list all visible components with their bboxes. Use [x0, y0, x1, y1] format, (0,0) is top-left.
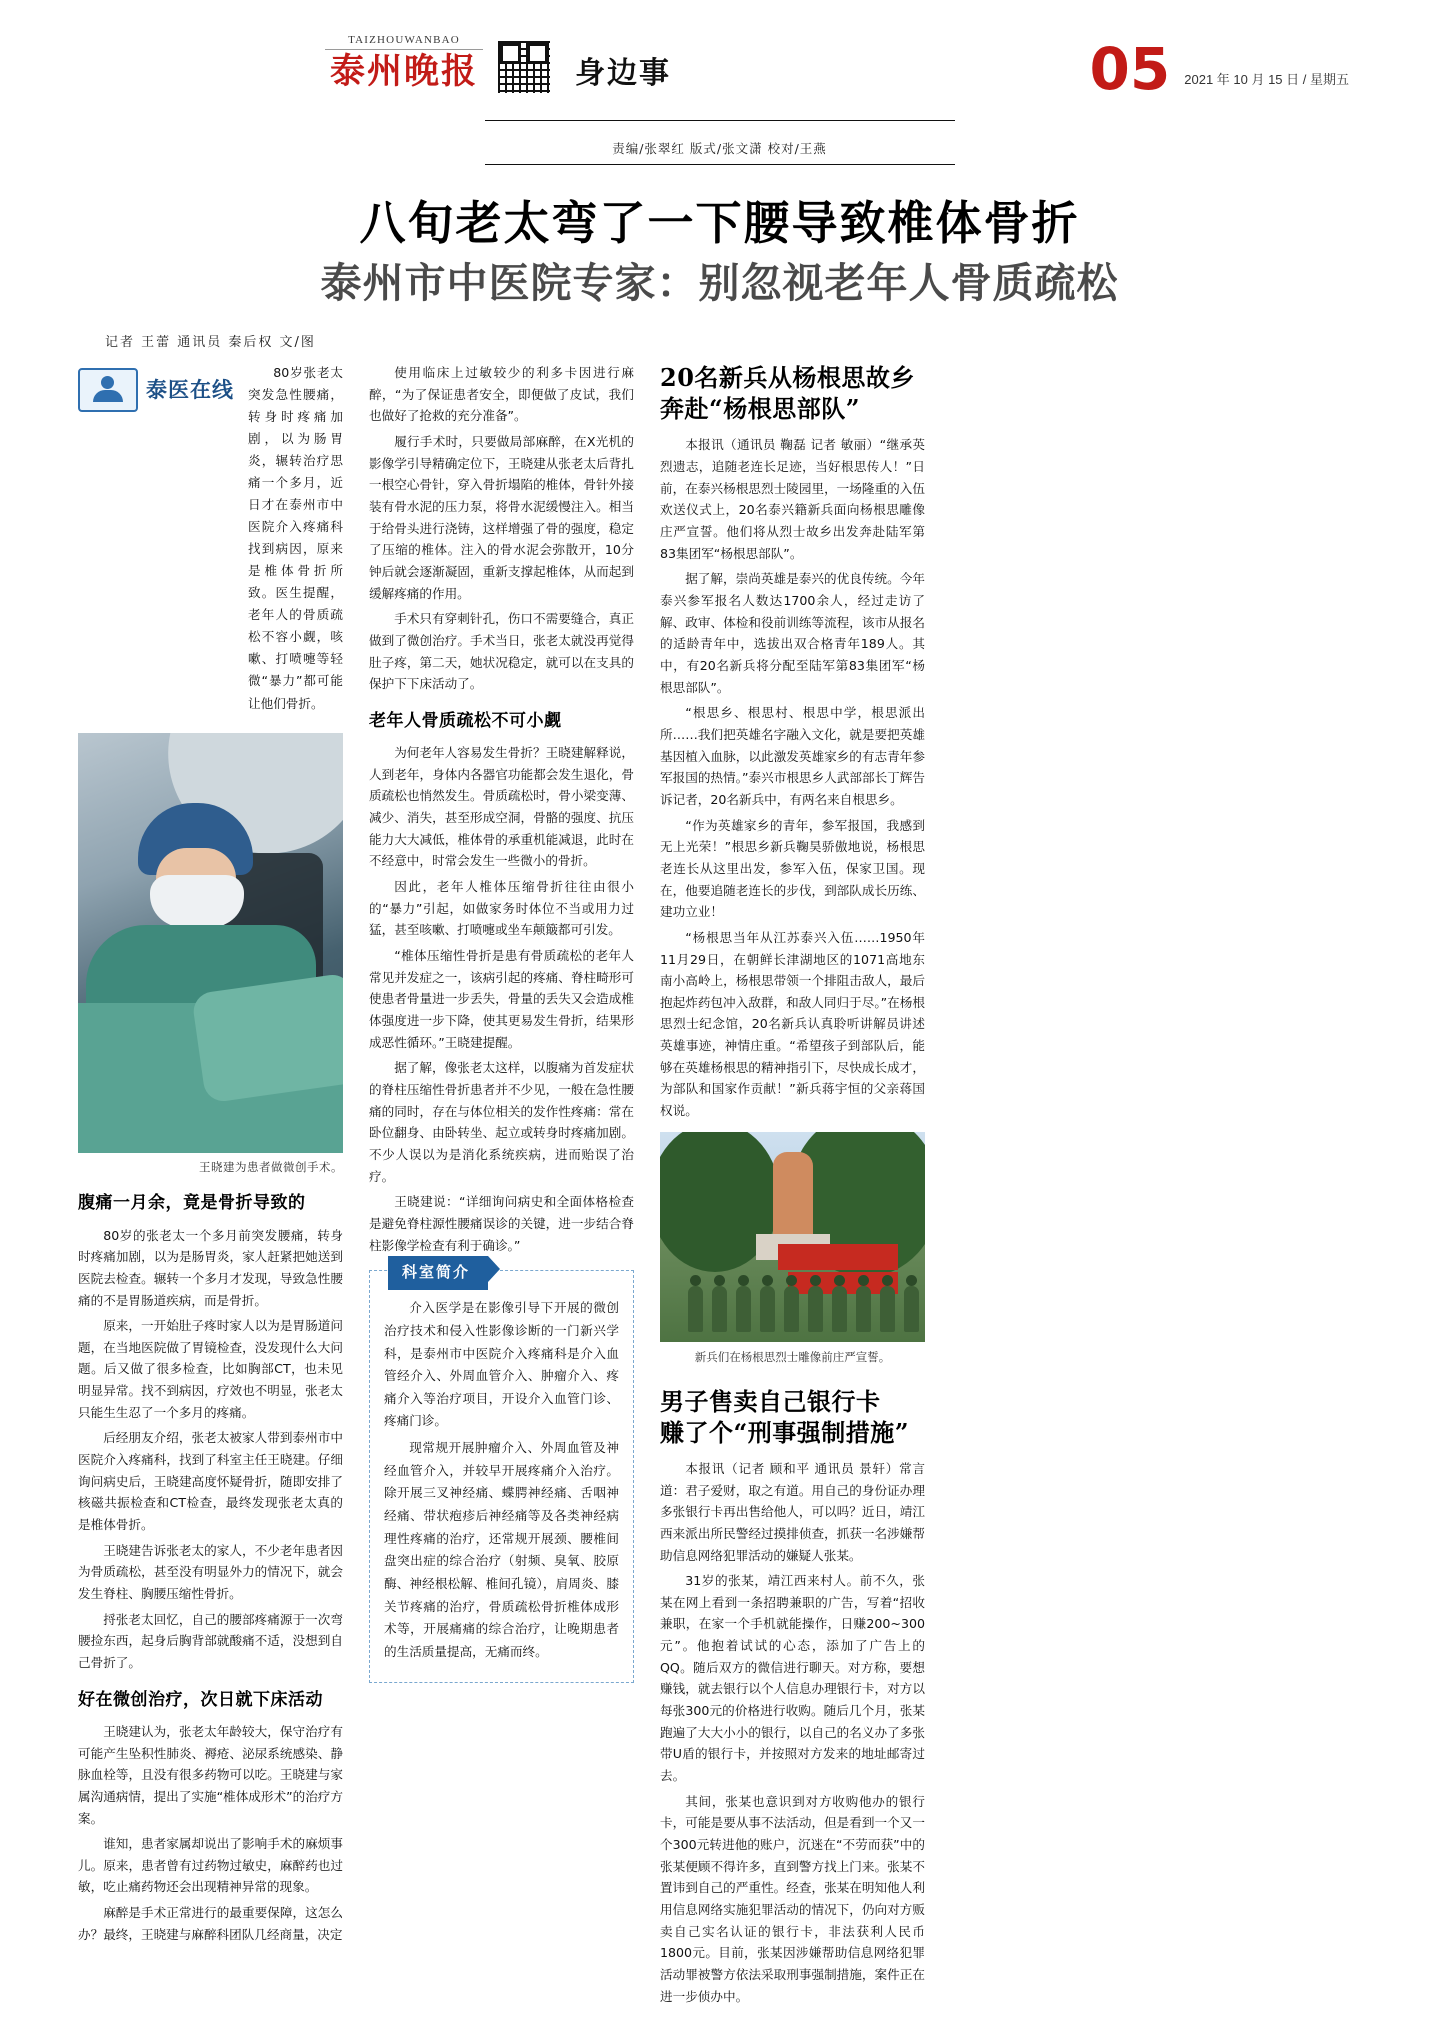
- credits-line: 责编/张翠红 版式/张文潇 校对/王燕: [612, 141, 827, 156]
- columns-container: [0, 350, 1439, 2011]
- paper-name: 泰州晚报: [329, 51, 478, 92]
- paragraph: “椎体压缩性骨折是患有骨质疏松的老年人常见并发症之一，该病引起的疼痛、脊柱畸形可使患者骨量进一步丢失，骨量的丢失又会造成椎体强度进一步下降，使其更易发生骨折，结果形成恶性循环。”王晓建提醒。: [369, 948, 634, 1050]
- surgery-photo-caption: 王晓建为患者做微创手术。: [199, 1159, 343, 1174]
- paragraph: “作为英雄家乡的青年，参军报国，我感到无上光荣！”根思乡新兵鞠昊骄傲地说，杨根思老连长从这里出发，参军入伍，保家卫国。现在，他要追随老连长的步伐，到部队成长历练、建功立业！: [660, 817, 925, 920]
- paragraph: 使用临床上过敏较少的利多卡因进行麻醉，“为了保证患者安全，即便做了皮试，我们也做好了抢救的充分准备”。: [369, 365, 634, 424]
- page-number: 05: [1089, 35, 1171, 103]
- story2-headline-line1: 20名新兵从杨根思故乡: [660, 363, 915, 393]
- credits-rule-top: [485, 120, 955, 121]
- subheading-a2: 好在微创治疗，次日就下床活动: [78, 1689, 323, 1710]
- headline-sub: 泰州市中医院专家：别忽视老年人骨质疏松: [320, 258, 1119, 307]
- lead-paragraph: 80岁张老太突发急性腰痛，转身时疼痛加剧，以为肠胃炎，辗转治疗思痛一个多月，近日才在泰州市中医院介入疼痛科找到病因，原来是椎体骨折所致。医生提醒，老年人的骨质疏松不容小觑，咳嗽、打喷嚏等轻微“暴力”都可能让他们骨折。: [248, 365, 343, 711]
- column-c: [660, 362, 925, 2011]
- credits-rule-bottom: [485, 164, 955, 165]
- paragraph: 其间，张某也意识到对方收购他办的银行卡，可能是要从事不法活动，但是看到一个又一个300元转进他的账户，沉迷在“不劳而获”中的张某便顾不得许多，直到警方找上门来。张某不置讳到自己的严重性。经查，张某在明知他人利用信息网络实施犯罪活动的情况下，仍向对方贩卖自己实名认证的银行卡，非法获利人民币1800元。目前，张某因涉嫌帮助信息网络犯罪活动罪被警方依法采取刑事强制措施，案件正在进一步侦办中。: [660, 1793, 925, 2004]
- paragraph: 谁知，患者家属却说出了影响手术的麻烦事儿。原来，患者曾有过药物过敏史，麻醉药也过敏，吃止痛药物还会出现精神异常的现象。: [78, 1836, 343, 1895]
- masthead: [0, 0, 1439, 120]
- department-intro-box: [369, 1263, 634, 1683]
- paper-logo: [325, 34, 483, 92]
- story2-headline-line2: 奔赴“杨根思部队”: [660, 394, 861, 424]
- lead-text-block: [248, 362, 343, 719]
- paragraph: 现常规开展肿瘤介入、外周血管及神经血管介入，并较早开展疼痛介入治疗。除开展三叉神经痛、蝶腭神经痛、舌咽神经痛、带状疱疹后神经痛等及各类神经病理性疼痛的治疗，还常规开展颈、腰椎间盘突出症的综合治疗（射频、臭氧、胶原酶、神经根松解、椎间孔镜），肩周炎、膝关节疼痛的治疗，骨质疏松骨折椎体成形术等，开展痛痛的综合治疗，让晚期患者的生活质量提高，无痛而终。: [384, 1440, 619, 1660]
- paragraph: 手术只有穿刺针孔，伤口不需要缝合，真正做到了微创治疗。手术当日，张老太就没再觉得肚子疼，第二天，她状况稳定，就可以在支具的保护下下床活动了。: [369, 611, 634, 692]
- section-title: 身边事: [575, 56, 671, 91]
- paragraph: 王晓建认为，张老太年龄较大，保守治疗有可能产生坠积性肺炎、褥疮、泌尿系统感染、静脉血栓等，且没有很多药物可以吃。王晓建与家属沟通病情，提出了实施“椎体成形术”的治疗方案。: [78, 1723, 343, 1826]
- paragraph: 为何老年人容易发生骨折？王晓建解释说，人到老年，身体内各器官功能都会发生退化，骨质疏松也悄然发生。骨质疏松时，骨小梁变薄、减少、消失，甚至形成空洞，骨骼的强度、抗压能力大大减低，椎体骨的承重机能减退，此时在不经意中，时常会发生一些微小的骨折。: [369, 745, 634, 869]
- subheading-b1: 老年人骨质疏松不可小觑: [369, 710, 562, 731]
- paragraph: 后经朋友介绍，张老太被家人带到泰州市中医院介入疼痛科，找到了科室主任王晓建。仔细询问病史后，王晓建高度怀疑骨折，随即安排了核磁共振检查和CT检查，最终发现张老太真的是椎体骨折。: [78, 1430, 343, 1533]
- story3-headline-line1: 男子售卖自己银行卡: [660, 1386, 881, 1416]
- paragraph: 王晓建说：“详细询问病史和全面体格检查是避免脊柱源性腰痛误诊的关键，进一步结合脊柱影像学检查有利于确诊。”: [369, 1194, 634, 1253]
- paragraph: 80岁的张老太一个多月前突发腰痛，转身时疼痛加剧，以为是肠胃炎，家人赶紧把她送到医院去检查。辗转一个多月才发现，导致急性腰痛的不是胃肠道疾病，而是骨折。: [78, 1227, 343, 1308]
- lead-block: [78, 362, 343, 719]
- paragraph: 履行手术时，只要做局部麻醉，在X光机的影像学引导精确定位下，王晓建从张老太后背扎一根空心骨针，穿入骨折塌陷的椎体，骨针外接装有骨水泥的压力泵，将骨水泥缓慢注入。相当于给骨头进行浇铸，这样增强了骨的强度，稳定了压缩的椎体。注入的骨水泥会弥散开，10分钟后就会逐渐凝固，重新支撑起椎体，从而起到缓解疼痛的作用。: [369, 434, 634, 601]
- story3-headline-line2: 赚了个“刑事强制措施”: [660, 1417, 910, 1447]
- subheading-a1: 腹痛一月余，竟是骨折导致的: [78, 1193, 306, 1214]
- paragraph: “杨根思当年从江苏泰兴入伍……1950年11月29日，在朝鲜长津湖地区的1071高地东南小高岭上，杨根思带领一个排阻击敌人，最后抱起炸药包冲入敌群，和敌人同归于尽。”在杨根思烈士纪念馆，20名新兵认真聆听讲解员讲述英雄事迹，神情庄重。“希望孩子到部队后，能够在英雄杨根思的精神指引下，尽快成长成才，为部队和国家作贡献！”新兵蒋宇恒的父亲蒋国权说。: [660, 929, 925, 1119]
- masthead-left: [325, 34, 671, 94]
- doctor-icon: [78, 368, 138, 412]
- column-a: [78, 362, 343, 2011]
- column-b: [369, 362, 634, 2011]
- headline-main: 八旬老太弯了一下腰导致椎体骨折: [359, 196, 1080, 250]
- paragraph: 捋张老太回忆，自己的腰部疼痛源于一次弯腰捡东西，起身后胸背部就酸痛不适，没想到自己骨折了。: [78, 1611, 343, 1670]
- paragraph: 本报讯（记者 顾和平 通讯员 景轩）常言道：君子爱财，取之有道。用自己的身份证办理多张银行卡再出售给他人，可以吗？近日，靖江西来派出所民警经过摸排侦查，抓获一名涉嫌帮助信息网络犯罪活动的嫌疑人张某。: [660, 1460, 925, 1563]
- paragraph: 本报讯（通讯员 鞠磊 记者 敏丽）“继承英烈遗志，追随老连长足迹，当好根思传人！”日前，在泰兴杨根思烈士陵园里，一场隆重的入伍欢送仪式上，20名泰兴籍新兵面向杨根思雕像庄严宣誓。他们将从烈士故乡出发奔赴陆军第83集团军“杨根思部队”。: [660, 437, 925, 561]
- paragraph: 31岁的张某，靖江西来村人。前不久，张某在网上看到一条招聘兼职的广告，写着“招收兼职，在家一个手机就能操作，日赚200~300元”。他抱着试试的心态，添加了广告上的QQ。随后双方的微信进行聊天。对方称，要想赚钱，就去银行以个人信息办理银行卡，对方以每张300元的价格进行收购。随后几个月，张某跑遍了大大小小的银行，以自己的名义办了多张带U盾的银行卡，并按照对方发来的地址邮寄过去。: [660, 1573, 925, 1784]
- paragraph: “根思乡、根思村、根思中学，根思派出所……我们把英雄名字融入文化，就是要把英雄基因植入血脉，以此激发英雄家乡的有志青年参军报国的热情。”泰兴市根思乡人武部部长丁辉告诉记者，20名新兵中，有两名来自根思乡。: [660, 705, 925, 807]
- paragraph: 王晓建告诉张老太的家人，不少老年患者因为骨质疏松，甚至没有明显外力的情况下，就会发生脊柱、胸腰压缩性骨折。: [78, 1542, 343, 1602]
- lead-tag-label: 泰医在线: [146, 376, 234, 402]
- paragraph: 据了解，崇尚英雄是泰兴的优良传统。今年泰兴参军报名人数达1700余人，经过走访了解、政审、体检和役前训练等流程，该市从报名的适龄青年中，选拔出双合格青年189人。其中，有20名新兵将分配至陆军第83集团军“杨根思部队”。: [660, 571, 925, 695]
- paragraph: 原来，一开始肚子疼时家人以为是胃肠道问题，在当地医院做了胃镜检查，没发现什么大问题。后又做了很多检查，比如胸部CT，也未见明显异常。找不到病因，疗效也不明显，张老太只能生生忍了一个多月的疼痛。: [78, 1318, 343, 1420]
- paper-pinyin: TAIZHOUWANBAO: [325, 34, 483, 50]
- byline: 记者 王蕾 通讯员 秦后权 文/图: [105, 335, 316, 351]
- department-intro-banner: 科室简介: [388, 1256, 488, 1290]
- paragraph: 麻醉是手术正常进行的最重要保障，这怎么办？最终，王晓建与麻醉科团队几经商量，决定: [78, 1905, 343, 1942]
- paragraph: 因此，老年人椎体压缩骨折往往由很小的“暴力”引起，如做家务时体位不当或用力过猛，甚至咳嗽、打喷嚏或坐车颠簸都可引发。: [369, 879, 634, 938]
- paragraph: 据了解，像张老太这样，以腹痛为首发症状的脊柱压缩性骨折患者并不少见，一般在急性腰痛的同时，存在与体位相关的发作性疼痛：常在卧位翻身、由卧转坐、起立或转身时疼痛加剧。不少人误以为是消化系统疾病，进而贻误了治疗。: [369, 1060, 634, 1184]
- surgery-photo: [78, 733, 343, 1153]
- story3-headline: [660, 1386, 925, 1448]
- publication-date: 2021 年 10 月 15 日 / 星期五: [1184, 71, 1349, 87]
- lead-tag: [78, 368, 238, 412]
- qr-code-icon[interactable]: [497, 40, 551, 94]
- paragraph: 介入医学是在影像引导下开展的微创治疗技术和侵入性影像诊断的一门新兴学科，是泰州市中医院介入疼痛科是介入血管经介入、外周血管介入、肿瘤介入、疼痛介入等治疗项目，开设介入血管门诊、疼痛门诊。: [384, 1300, 619, 1429]
- story2-headline: [660, 362, 925, 424]
- masthead-right: [1089, 35, 1349, 103]
- recruits-photo-caption: 新兵们在杨根思烈士雕像前庄严宣誓。: [694, 1349, 891, 1364]
- lead-tag-block: [78, 362, 238, 719]
- recruits-photo: [660, 1132, 925, 1342]
- headline-block: [0, 197, 1439, 307]
